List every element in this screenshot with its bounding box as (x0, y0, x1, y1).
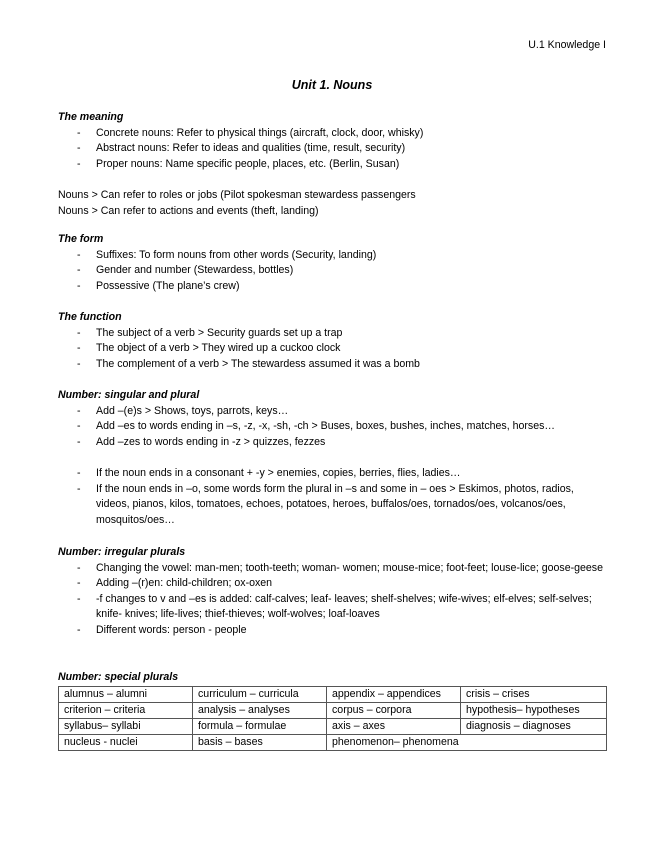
list-item: - Add –(e)s > Shows, toys, parrots, keys… (58, 404, 606, 420)
list-item: - Gender and number (Stewardess, bottles) (58, 263, 606, 279)
bullet-list (58, 248, 606, 295)
list-item: - Add –zes to words ending in -z > quizzes, fezzes (58, 435, 606, 451)
table-cell: nucleus - nuclei (59, 734, 193, 750)
section-heading: Number: singular and plural (58, 389, 200, 401)
section-number (58, 388, 606, 528)
bullet-list (58, 326, 606, 373)
table-row (59, 718, 607, 734)
table-row (59, 702, 607, 718)
list-item: - Adding –(r)en: child-children; ox-oxen (58, 576, 606, 592)
table-row (59, 734, 607, 750)
table-cell: crisis – crises (461, 686, 607, 702)
bullet-list (58, 561, 606, 639)
table-cell: syllabus– syllabi (59, 718, 193, 734)
section-heading: The function (58, 311, 122, 323)
bullet-list (58, 466, 606, 528)
list-item: - Concrete nouns: Refer to physical things (aircraft, clock, door, whisky) (58, 126, 606, 142)
section-heading: Number: special plurals (58, 671, 179, 683)
section-meaning (58, 110, 606, 219)
table-cell: diagnosis – diagnoses (461, 718, 607, 734)
table-cell: hypothesis– hypotheses (461, 702, 607, 718)
list-item: - If the noun ends in –o, some words form the plural in –s and some in – oes > Eskimos, photos, radios, videos, pianos, kilos, tomatoes, echoes, potatoes, heroes, buffalos/oes, tornados/oes, volcanos/oes, mosquitos/oes… (58, 482, 606, 529)
table-cell: axis – axes (327, 718, 461, 734)
list-item: - Proper nouns: Name specific people, places, etc. (Berlin, Susan) (58, 157, 606, 173)
list-item: - Possessive (The plane’s crew) (58, 279, 606, 295)
table-cell: phenomenon– phenomena (327, 734, 607, 750)
list-item: - The subject of a verb > Security guards set up a trap (58, 326, 606, 342)
bullet-list (58, 126, 606, 173)
section-special (58, 670, 606, 751)
table-cell: formula – formulae (193, 718, 327, 734)
bullet-list (58, 404, 606, 451)
section-heading: The meaning (58, 111, 124, 123)
list-item: - The object of a verb > They wired up a cuckoo clock (58, 341, 606, 357)
page-title: Unit 1. Nouns (291, 78, 373, 92)
page-header: U.1 Knowledge I (528, 39, 606, 51)
section-irregular (58, 545, 606, 639)
text-line: Nouns > Can refer to actions and events (theft, landing) (58, 204, 319, 217)
section-heading: Number: irregular plurals (58, 546, 186, 558)
table-cell: appendix – appendices (327, 686, 461, 702)
table-row (59, 686, 607, 702)
list-item: - Abstract nouns: Refer to ideas and qualities (time, result, security) (58, 141, 606, 157)
table-cell: alumnus – alumni (59, 686, 193, 702)
section-form (58, 232, 606, 294)
list-item: - If the noun ends in a consonant + -y > enemies, copies, berries, flies, ladies… (58, 466, 606, 482)
table-cell: criterion – criteria (59, 702, 193, 718)
special-plurals-table (58, 686, 607, 751)
list-item: - Different words: person - people (58, 623, 606, 639)
list-item: - -f changes to v and –es is added: calf-calves; leaf- leaves; shelf-shelves; wife-wives; elf-elves; self-selves; knife- knives; life-lives; thief-thieves; wolf-wolves; loaf-loaves (58, 592, 606, 623)
table-cell: corpus – corpora (327, 702, 461, 718)
section-function (58, 310, 606, 372)
table-cell: curriculum – curricula (193, 686, 327, 702)
list-item: - The complement of a verb > The stewardess assumed it was a bomb (58, 357, 606, 373)
list-item: - Changing the vowel: man-men; tooth-teeth; woman- women; mouse-mice; foot-feet; louse-lice; goose-geese (58, 561, 606, 577)
list-item: - Add –es to words ending in –s, -z, -x, -sh, -ch > Buses, boxes, bushes, inches, matches, horses… (58, 419, 606, 435)
table-cell: basis – bases (193, 734, 327, 750)
text-line: Nouns > Can refer to roles or jobs (Pilot spokesman stewardess passengers (58, 188, 416, 201)
list-item: - Suffixes: To form nouns from other words (Security, landing) (58, 248, 606, 264)
section-heading: The form (58, 233, 104, 245)
table-cell: analysis – analyses (193, 702, 327, 718)
